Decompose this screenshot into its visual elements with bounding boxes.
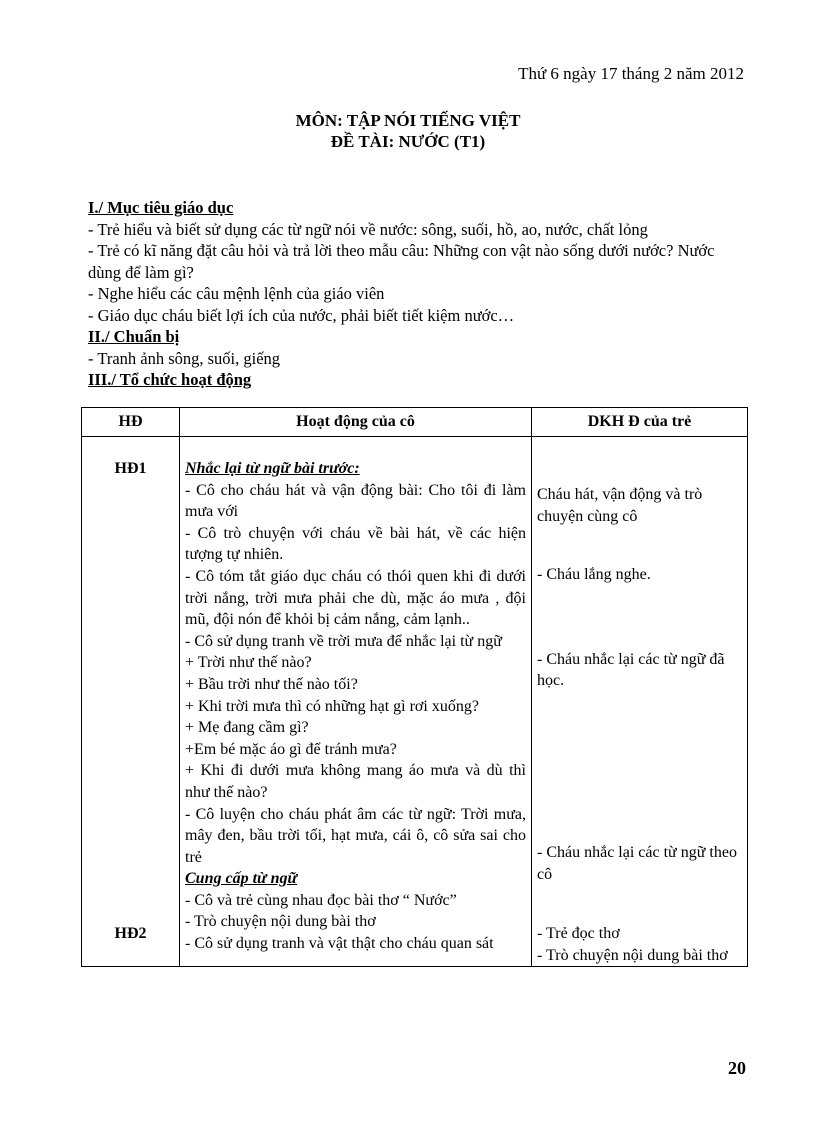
teacher-line: - Cô sử dụng tranh và vật thật cho cháu quan sát (185, 935, 494, 953)
subject-title: MÔN: TẬP NÓI TIẾNG VIỆT (295, 111, 521, 130)
table-row (82, 437, 748, 967)
page-number: 20 (728, 1058, 746, 1078)
activity-label-hd2: HĐ2 (114, 924, 147, 942)
lesson-objectives (88, 197, 748, 391)
teacher-line: + Trời như thế nào? (185, 654, 312, 672)
child-response: - Trò chuyện nội dung bài thơ (537, 946, 728, 964)
teacher-line: - Trò chuyện nội dung bài thơ (185, 913, 376, 931)
objective-line: - Nghe hiểu các câu mệnh lệnh của giáo viên (88, 284, 385, 303)
activity-cell (82, 437, 180, 967)
document-date: Thứ 6 ngày 17 tháng 2 năm 2012 (518, 64, 744, 83)
subheading-vocabulary: Cung cấp từ ngữ (185, 870, 298, 888)
child-response: - Cháu nhắc lại các từ ngữ theo cô (537, 843, 737, 883)
child-responses-cell (532, 437, 748, 967)
activity-table (81, 407, 748, 967)
section-heading-objectives: I./ Mục tiêu giáo dục (88, 198, 234, 217)
section-heading-activities: III./ Tổ chức hoạt động (88, 370, 252, 389)
teacher-line: - Cô sử dụng tranh về trời mưa để nhắc lại từ ngữ (185, 632, 502, 650)
child-response: - Cháu lắng nghe. (537, 566, 651, 584)
teacher-line: - Cô và trẻ cùng nhau đọc bài thơ “ Nước” (185, 891, 457, 909)
activity-label-hd1: HĐ1 (114, 460, 147, 477)
subheading-review: Nhắc lại từ ngữ bài trước: (185, 460, 360, 477)
teacher-line: - Cô tóm tắt giáo dục cháu có thói quen khi đi dưới trời nắng, trời mưa phải che dù, mặc áo mưa , đội mũ, đội nón để khỏi bị cảm nắng, cảm lạnh.. (185, 567, 526, 629)
child-response: - Cháu nhắc lại các từ ngữ đã học. (537, 650, 725, 690)
objective-line: - Giáo dục cháu biết lợi ích của nước, phải biết tiết kiệm nước… (88, 305, 515, 325)
teacher-line: + Khi đi dưới mưa không mang áo mưa và dù thì như thế nào? (185, 762, 526, 801)
objective-line: - Trẻ có kĩ năng đặt câu hỏi và trả lời theo mẫu câu: Những con vật nào sống dưới nước? Nước dùng để làm gì? (88, 241, 715, 282)
teacher-line: +Em bé mặc áo gì để tránh mưa? (185, 740, 397, 758)
topic-title: ĐỀ TÀI: NƯỚC (T1) (330, 132, 486, 151)
teacher-activities-cell (180, 437, 532, 967)
child-response: Cháu hát, vận động và trò chuyện cùng cô (537, 486, 703, 525)
header-hd: HĐ (82, 408, 180, 437)
teacher-line: + Bầu trời như thế nào tối? (185, 675, 358, 693)
teacher-line: + Khi trời mưa thì có những hạt gì rơi xuống? (185, 697, 479, 715)
teacher-line: - Cô cho cháu hát và vận động bài: Cho tôi đi làm mưa với (185, 481, 526, 521)
teacher-line: + Mẹ đang cầm gì? (185, 719, 309, 737)
table-header-row (82, 408, 748, 437)
objective-line: - Trẻ hiểu và biết sử dụng các từ ngữ nói về nước: sông, suối, hồ, ao, nước, chất lỏng (88, 219, 648, 239)
child-response: - Trẻ đọc thơ (537, 925, 620, 943)
section-heading-preparation: II./ Chuẩn bị (88, 327, 180, 346)
header-child: DKH Đ của trẻ (532, 408, 748, 437)
header-teacher: Hoạt động của cô (180, 408, 532, 437)
preparation-line: - Tranh ảnh sông, suối, giếng (88, 348, 281, 368)
teacher-line: - Cô luyện cho cháu phát âm các từ ngữ: Trời mưa, mây đen, bầu trời tối, hạt mưa, cái ô, cô sửa sai cho trẻ (185, 805, 526, 866)
teacher-line: - Cô trò chuyện với cháu về bài hát, về các hiện tượng tự nhiên. (185, 524, 526, 564)
